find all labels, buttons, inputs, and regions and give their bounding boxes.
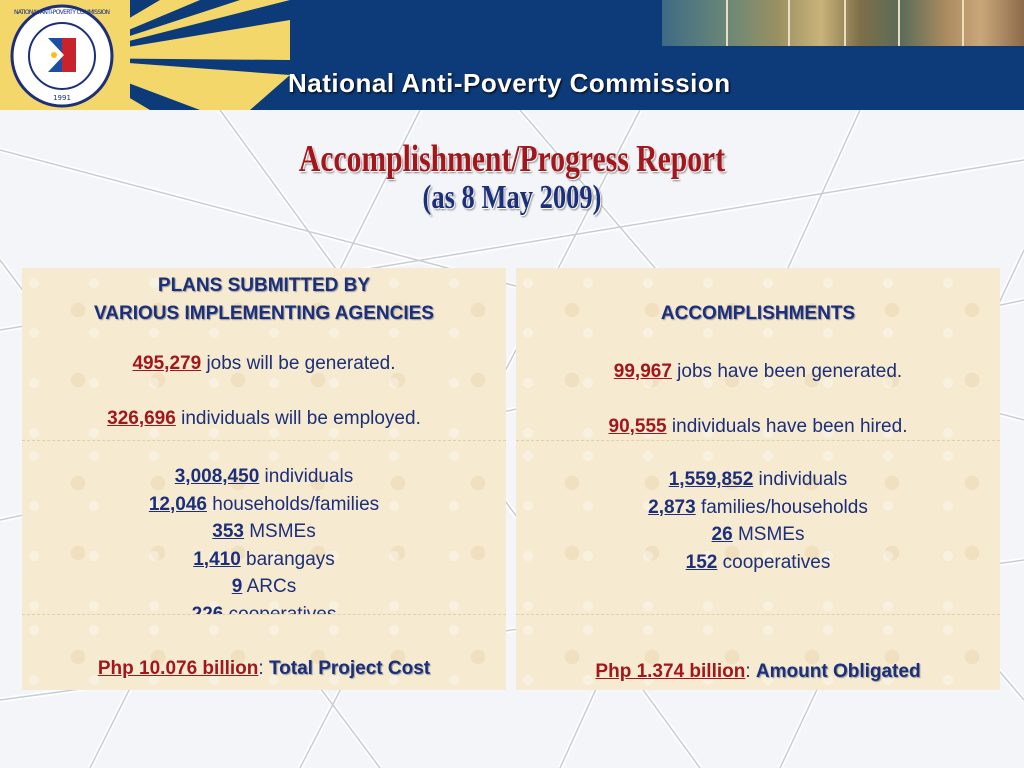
- plans-beneficiary-value: 9: [231, 576, 243, 597]
- plans-jobs: [22, 350, 506, 378]
- accomplishments-cost-value: Php 1.374 billion: [595, 661, 746, 682]
- plans-beneficiary-row: [22, 518, 506, 546]
- plans-cost-card: [22, 614, 506, 690]
- report-title: Accomplishment/Progress Report: [298, 138, 726, 180]
- plans-beneficiaries-card: [22, 440, 506, 614]
- plans-cost-label: Total Project Cost: [268, 658, 431, 679]
- plans-beneficiary-label: barangays: [240, 548, 335, 570]
- accomplishments-cost-label: Amount Obligated: [755, 661, 921, 682]
- plans-cost: [22, 655, 506, 683]
- plans-cost-separator: :: [258, 658, 269, 679]
- plans-beneficiary-row: [22, 463, 506, 491]
- report-title-block: [0, 138, 1024, 216]
- plans-heading-line2: VARIOUS IMPLEMENTING AGENCIES: [94, 303, 434, 324]
- report-subtitle: (as 8 May 2009): [422, 179, 602, 216]
- plans-beneficiary-label: MSMEs: [243, 521, 316, 542]
- svg-text:1991: 1991: [53, 94, 71, 102]
- accomplishments-jobs-value: 99,967: [613, 361, 672, 382]
- accomplishments-beneficiary-row: [516, 494, 1000, 522]
- nap-commission-seal: [2, 2, 122, 110]
- accomplishments-beneficiary-value: 152: [685, 551, 718, 573]
- plans-employed: [22, 405, 506, 433]
- plans-beneficiary-row: [22, 573, 506, 601]
- accomplishments-hired: [516, 413, 1000, 441]
- plans-heading-line1: PLANS SUBMITTED BY: [157, 275, 371, 296]
- accomplishments-hired-value: 90,555: [608, 415, 667, 437]
- accomplishments-beneficiary-value: 2,873: [648, 496, 696, 518]
- svg-text:NATIONAL ANTI-POVERTY COMMISSI: NATIONAL ANTI-POVERTY COMMISSION: [14, 9, 110, 16]
- accomplishments-beneficiary-label: cooperatives: [717, 551, 831, 573]
- accomplishments-beneficiary-label: families/households: [695, 496, 868, 518]
- accomplishments-beneficiaries-card: [516, 440, 1000, 614]
- plans-beneficiary-label: ARCs: [242, 576, 297, 597]
- plans-beneficiary-row: [22, 491, 506, 519]
- plans-jobs-value: 495,279: [132, 353, 202, 374]
- accomplishments-beneficiary-row: [516, 549, 1000, 577]
- plans-beneficiary-label: households/families: [206, 493, 380, 515]
- plans-beneficiary-value: 353: [212, 521, 244, 542]
- accomplishments-beneficiary-row: [516, 521, 1000, 549]
- plans-jobs-card: [22, 268, 506, 440]
- header-photo-strip: [662, 0, 1024, 46]
- accomplishments-beneficiary-value: 1,559,852: [668, 469, 754, 490]
- accomplishments-beneficiary-value: 26: [711, 524, 733, 545]
- accomplishments-jobs-text: jobs have been generated.: [671, 361, 903, 382]
- plans-cost-value: Php 10.076 billion: [97, 658, 259, 679]
- accomplishments-jobs-card: [516, 268, 1000, 440]
- accomplishments-beneficiary-label: individuals: [753, 469, 848, 490]
- plans-beneficiary-value: 3,008,450: [174, 466, 260, 487]
- plans-beneficiary-value: 1,410: [193, 548, 241, 570]
- accomplishments-heading: ACCOMPLISHMENTS: [660, 303, 856, 324]
- accomplishments-jobs: [516, 358, 1000, 386]
- plans-employed-text: individuals will be employed.: [175, 407, 421, 429]
- accomplishments-hired-text: individuals have been hired.: [666, 415, 908, 437]
- accomplishments-beneficiary-label: MSMEs: [732, 524, 805, 545]
- plans-beneficiary-row: [22, 546, 506, 574]
- accomplishments-cost-card: [516, 614, 1000, 690]
- plans-beneficiary-label: individuals: [259, 466, 354, 487]
- accomplishments-cost-separator: :: [745, 661, 756, 682]
- org-name: National Anti-Poverty Commission: [288, 68, 731, 98]
- accomplishments-beneficiary-row: [516, 466, 1000, 494]
- plans-employed-value: 326,696: [107, 407, 176, 429]
- plans-jobs-text: jobs will be generated.: [201, 353, 396, 374]
- accomplishments-cost: [516, 658, 1000, 686]
- header-banner: [0, 0, 1024, 110]
- plans-beneficiary-value: 12,046: [148, 493, 207, 515]
